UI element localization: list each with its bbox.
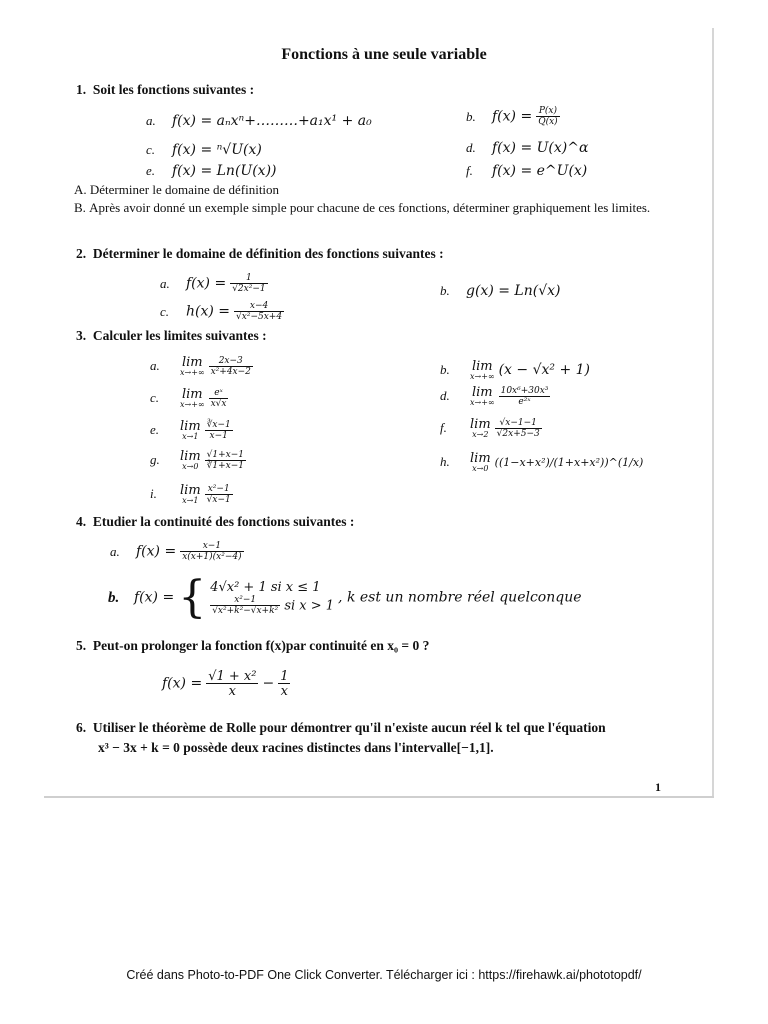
- q6-line-1: 6. Utiliser le théorème de Rolle pour démontrer qu'il n'existe aucun réel k tel que l'équation: [76, 720, 606, 735]
- q2-item-c: c. h(x) = $\frac{x-4}{\text{√x²−5x+4}}$: [160, 301, 283, 322]
- q3-item-b: b. lim x→+∞ (x − √x² + 1): [440, 359, 591, 381]
- q5-function: f(x) = $\frac{\text{√1 + x²}}{x}$ − $\frac{1}{x}$: [162, 669, 289, 699]
- q3-heading: 3. Calculer les limites suivantes :: [76, 328, 267, 343]
- q1-part-a: A. Déterminer le domaine de définition: [74, 182, 280, 197]
- q2-item-a: a. f(x) = $\frac{1}{\text{√2x²−1}}$: [160, 273, 266, 294]
- q1-item-a: a. f(x) = aₙxⁿ+………+a₁x¹ + a₀: [146, 113, 372, 129]
- q3-item-g: g. lim x→0 $\frac{√1+x-1}{∛1+x-1}$: [150, 449, 245, 471]
- q1-item-b: b. f(x) = $\frac{P(x)}{Q(x)}$: [466, 106, 558, 127]
- q2-item-b: b. g(x) = Ln(√x): [440, 283, 561, 299]
- q1-part-b: B. Après avoir donné un exemple simple pour chacune de ces fonctions, déterminer graphiquement les limites.: [74, 200, 651, 215]
- q3-item-i: i. lim x→1 $\frac{\text{x²−1}}{√x-1}$: [150, 483, 231, 505]
- page-title: Fonctions à une seule variable: [281, 46, 487, 63]
- page-edge-line: [712, 28, 714, 798]
- q1-item-d: d. f(x) = U(x)^α: [466, 140, 589, 156]
- q1-item-e: e. f(x) = Ln(U(x)): [146, 163, 277, 179]
- page-bottom-line: [44, 796, 714, 798]
- q4-item-a: a. f(x) = $\frac{x-1}{\text{x(x+1)(x²−4)}}$: [110, 541, 242, 562]
- q3-item-a: a. lim x→+∞ $\frac{2x-3}{\text{x²+4x−2}}$: [150, 355, 251, 377]
- q3-item-c: c. lim x→+∞ $\frac{\text{eˣ}}{x√x}$: [150, 387, 227, 409]
- q2-heading: 2. Déterminer le domaine de définition des fonctions suivantes :: [76, 246, 444, 261]
- q3-item-d: d. lim x→+∞ $\frac{\text{10x⁶+30x³}}{\text{e²ˣ}}$: [440, 385, 549, 407]
- q4-heading: 4. Etudier la continuité des fonctions suivantes :: [76, 514, 355, 529]
- q3-item-e: e. lim x→1 $\frac{∛x-1}{x-1}$: [150, 419, 231, 441]
- q1-item-f: f. f(x) = e^U(x): [466, 163, 588, 179]
- q5-heading: 5. Peut-on prolonger la fonction f(x)par continuité en x₀ = 0 ?: [76, 638, 430, 653]
- q3-item-f: f. lim x→2 $\frac{√x-1-1}{√2x+5-3}$: [440, 417, 540, 439]
- q1-heading: 1. Soit les fonctions suivantes :: [76, 82, 255, 97]
- converter-footer: Créé dans Photo-to-PDF One Click Converter. Télécharger ici : https://firehawk.ai/phototopdf/: [126, 968, 642, 982]
- q1-item-c: c. f(x) = ⁿ√U(x): [146, 142, 262, 158]
- q4-item-b: b. f(x) = { 4√x² + 1 si x ≤ 1 $\frac{\text{x²−1}}{\text{√x²+k²−√x+k²}}$ si x > 1 , k est un nombre réel quelconque: [108, 572, 582, 623]
- page-number: 1: [655, 780, 661, 794]
- q6-line-2: x³ − 3x + k = 0 possède deux racines distinctes dans l'intervalle[−1,1].: [98, 740, 494, 755]
- q3-item-h: h. lim x→0 ((1−x+x²)/(1+x+x²))^(1/x): [440, 451, 644, 473]
